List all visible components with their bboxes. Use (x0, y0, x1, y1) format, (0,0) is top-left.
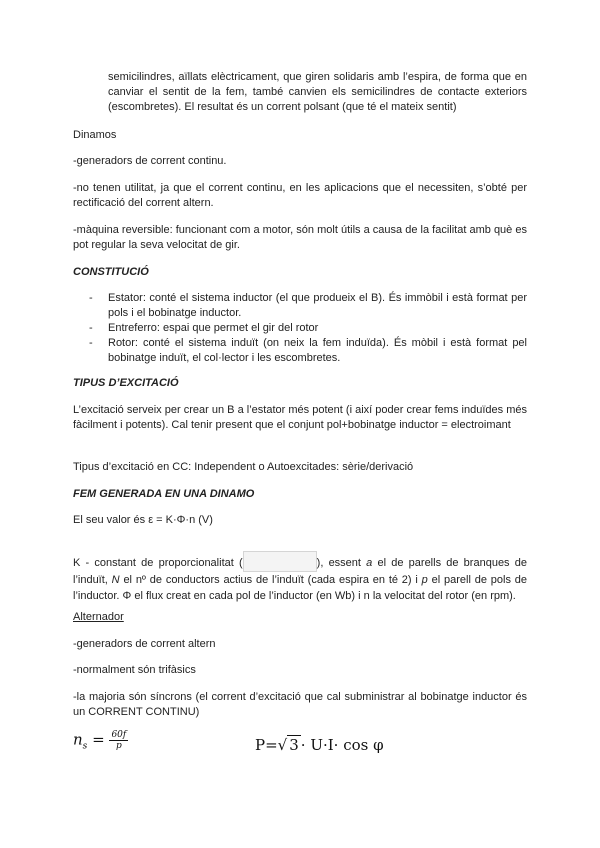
dinamos-line-3: -màquina reversible: funcionant com a motor, són molt útils a causa de la facilitat amb què es pot regular la seva velocitat de gir. (73, 224, 527, 251)
three-phase-power-formula (255, 736, 384, 754)
dash-bullet: - (89, 292, 93, 304)
fem-value-line: El seu valor és ε = K·Φ·n (V) (73, 514, 213, 526)
ns-eq: = (92, 730, 105, 749)
alternador-line-1: -generadors de corrent altern (73, 638, 216, 650)
sqrt-value: 3 (289, 736, 299, 754)
excitacio-paragraph-2: Tipus d’excitació en CC: Independent o Autoexcitades: sèrie/derivació (73, 461, 414, 473)
p-rest: · U·I· cos φ (300, 736, 384, 754)
excitacio-paragraph-1: L’excitació serveix per crear un B a l’estator més potent (i així poder crear fems induïdes més fàcilment i potents). Cal tenir present que el conjunt pol+bobinatge inductor = electroimant (73, 404, 527, 431)
k-text-4: el nº de conductors actius de l’induït (cada espira en té 2) i (119, 574, 422, 586)
item-estator: Estator: conté el sistema inductor (el que produeix el B). És immòbil i està format per pols i el bobinatge inductor. (108, 292, 527, 319)
dash-bullet: - (89, 337, 93, 349)
fem-k-paragraph (73, 551, 527, 604)
constitucio-list (73, 291, 527, 366)
alternador-line-3: -la majoria són síncrons (el corrent d’excitació que cal subministrar al bobinatge inductor és un CORRENT CONTINU) (73, 691, 527, 718)
item-rotor: Rotor: conté el sistema induït (on neix la fem induïda). És mòbil i està format pel bobinatge induït, el col·lector i les escombretes. (108, 337, 527, 364)
sqrt-sign: √ (277, 736, 288, 754)
item-entreferro: Entreferro: espai que permet el gir del rotor (108, 322, 319, 334)
ns-denominator: p (115, 741, 122, 751)
constitucio-heading: CONSTITUCIÓ (73, 266, 149, 278)
ns-lhs: n (73, 730, 83, 749)
ns-sub: s (82, 741, 88, 752)
var-p: p (421, 574, 428, 586)
continuation-paragraph: semicilindres, aïllats elèctricament, que giren solidaris amb l’espira, de forma que en canviar el sentit de la fem, també canvien els semicilindres de contacte exteriors (escombretes). El resultat és un corrent polsant (que té el mateix sentit) (108, 71, 527, 113)
dinamos-line-2: -no tenen utilitat, ja que el corrent continu, en les aplicacions que el necessiten, s’obté per rectificació del corrent altern. (73, 182, 527, 209)
dinamos-line-1: -generadors de corrent continu. (73, 155, 227, 167)
dinamos-title: Dinamos (73, 129, 117, 141)
k-text-5: el parell de pols de l’inductor. Φ el flux creat en cada pol de l’inductor (en Wb) i n la velocitat del rotor (en rpm). (73, 574, 527, 602)
missing-formula-image (243, 551, 317, 572)
list-item (73, 321, 527, 336)
k-text-3: el de parells de branques de l’induït, (73, 557, 527, 586)
k-text-1: K - constant de proporcionalitat ( (73, 557, 243, 569)
fem-heading: FEM GENERADA EN UNA DINAMO (73, 488, 255, 500)
var-a: a (366, 557, 373, 569)
p-lhs: P= (255, 736, 278, 754)
alternador-line-2: -normalment són trifàsics (73, 664, 196, 676)
synchronous-speed-formula (73, 730, 128, 752)
ns-numerator: 60f (111, 730, 127, 740)
var-n: N (111, 574, 120, 586)
list-item (73, 291, 527, 321)
alternador-title: Alternador (73, 611, 124, 623)
dash-bullet: - (89, 322, 93, 334)
k-text-2: ), essent (316, 557, 367, 569)
list-item (73, 336, 527, 366)
ns-fraction (109, 730, 128, 751)
excitacio-heading: TIPUS D’EXCITACIÓ (73, 377, 179, 389)
